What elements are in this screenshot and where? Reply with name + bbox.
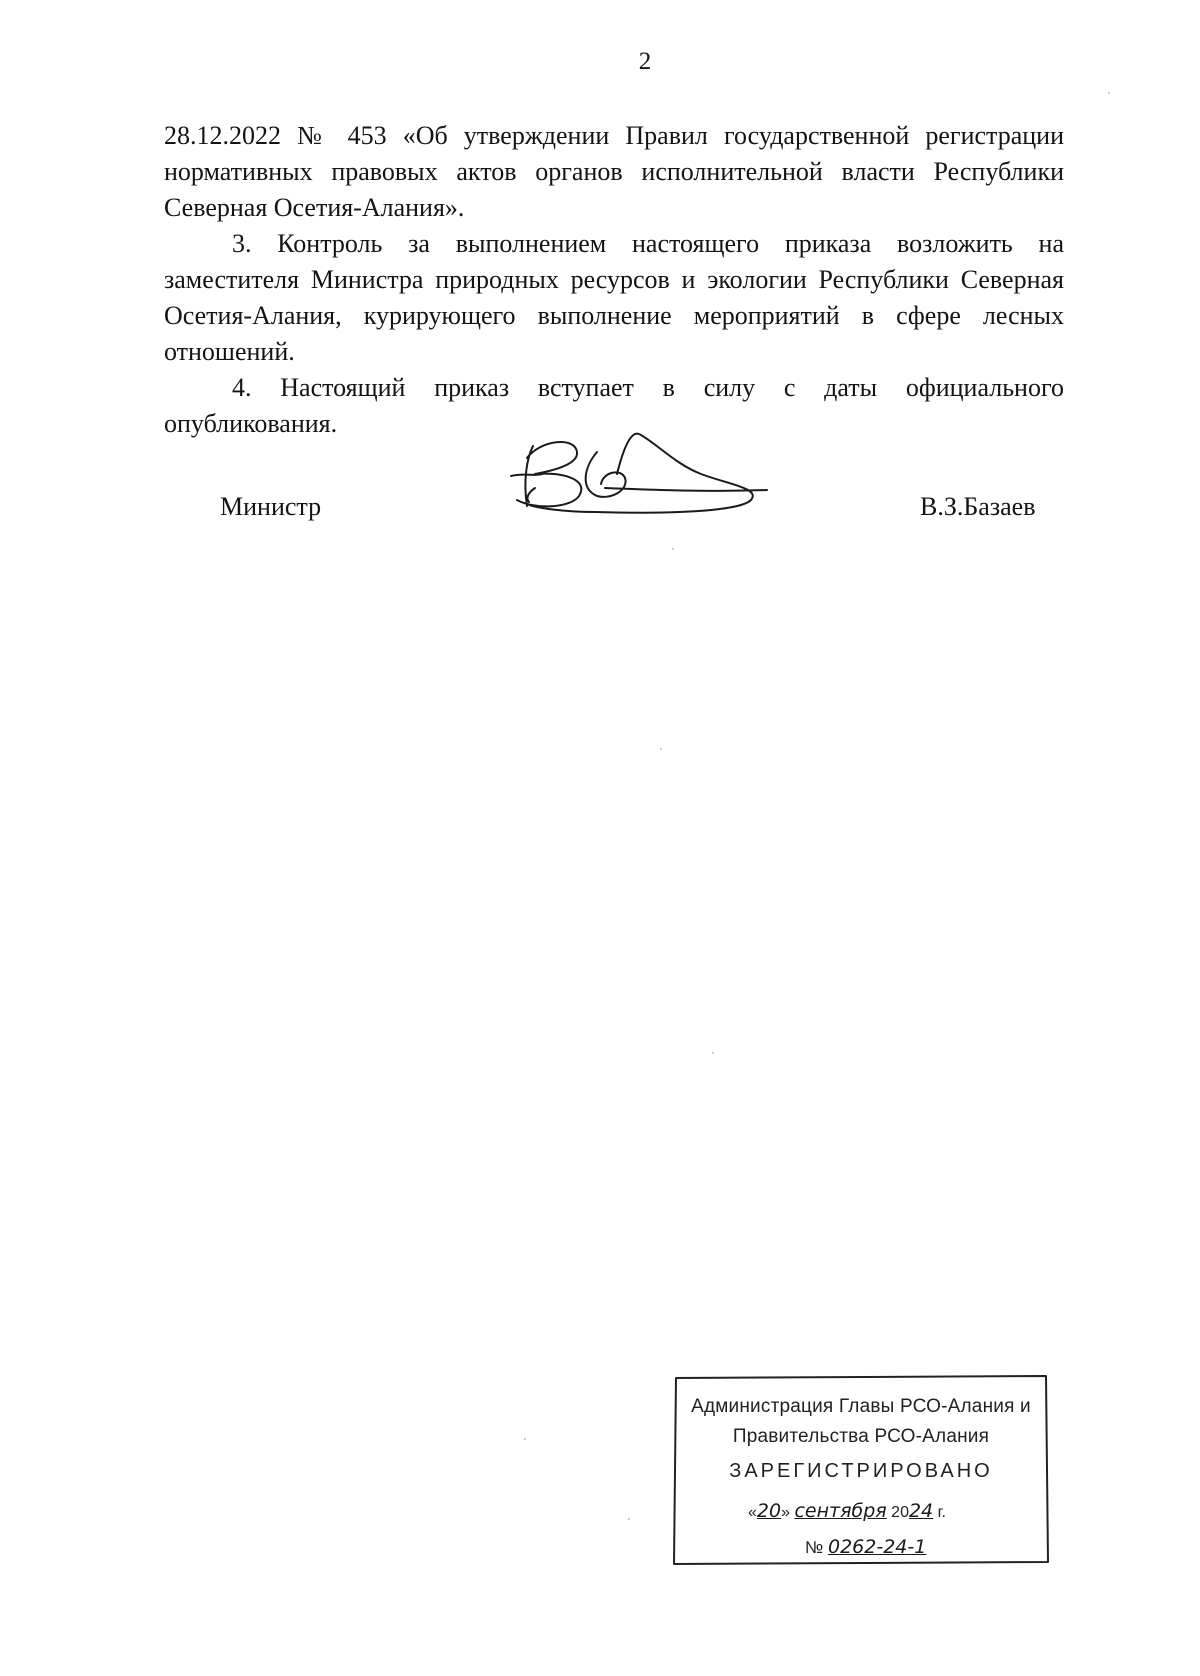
stamp-number-value: 0262-24-1	[827, 1536, 927, 1558]
page-number: 2	[638, 48, 652, 75]
stamp-date-open-quote: «	[748, 1504, 757, 1521]
paragraph-decree-reference: 28.12.2022 № 453 «Об утверждении Правил государственной регистрации нормативных правовых актов органов исполнительной власти Республики Северная Осетия-Алания».	[164, 121, 1064, 222]
paragraph-effective-date: 4. Настоящий приказ вступает в силу с даты официального опубликования.	[164, 373, 1064, 438]
scan-speck	[628, 1518, 630, 1520]
stamp-registered-label: ЗАРЕГИСТРИРОВАНО	[729, 1460, 993, 1482]
scan-speck	[712, 1052, 714, 1054]
stamp-date-close-quote: »	[781, 1504, 790, 1521]
stamp-date-year-unit: г.	[937, 1504, 946, 1521]
stamp-registration-number	[805, 1536, 926, 1558]
scan-speck	[524, 1438, 526, 1440]
stamp-number-prefix: №	[805, 1538, 824, 1557]
scan-speck	[660, 748, 662, 750]
registration-stamp	[670, 1372, 1052, 1567]
stamp-date-month: сентября	[794, 1500, 887, 1522]
stamp-date-day: 20	[756, 1500, 782, 1522]
scan-speck	[1108, 92, 1110, 94]
stamp-date-year-prefix: 20	[891, 1504, 909, 1521]
scan-speck	[672, 548, 674, 550]
signature-block	[0, 428, 1200, 548]
stamp-authority-line: Администрация Главы РСО-Алания и	[691, 1396, 1031, 1417]
stamp-date-year-suffix: 24	[908, 1500, 934, 1522]
signatory-title: Министр	[220, 492, 322, 521]
stamp-government-line: Правительства РСО-Алания	[732, 1426, 990, 1447]
document-body	[164, 118, 1064, 442]
stamp-date	[748, 1500, 946, 1522]
handwritten-signature-icon	[505, 428, 805, 528]
signatory-name: В.З.Базаев	[920, 492, 1036, 521]
paragraph-control-clause: 3. Контроль за выполнением настоящего приказа возложить на заместителя Министра природных ресурсов и экологии Республики Северная Осетия-Алания, курирующего выполнение мероприятий в сфере лесных отношений.	[164, 229, 1064, 366]
